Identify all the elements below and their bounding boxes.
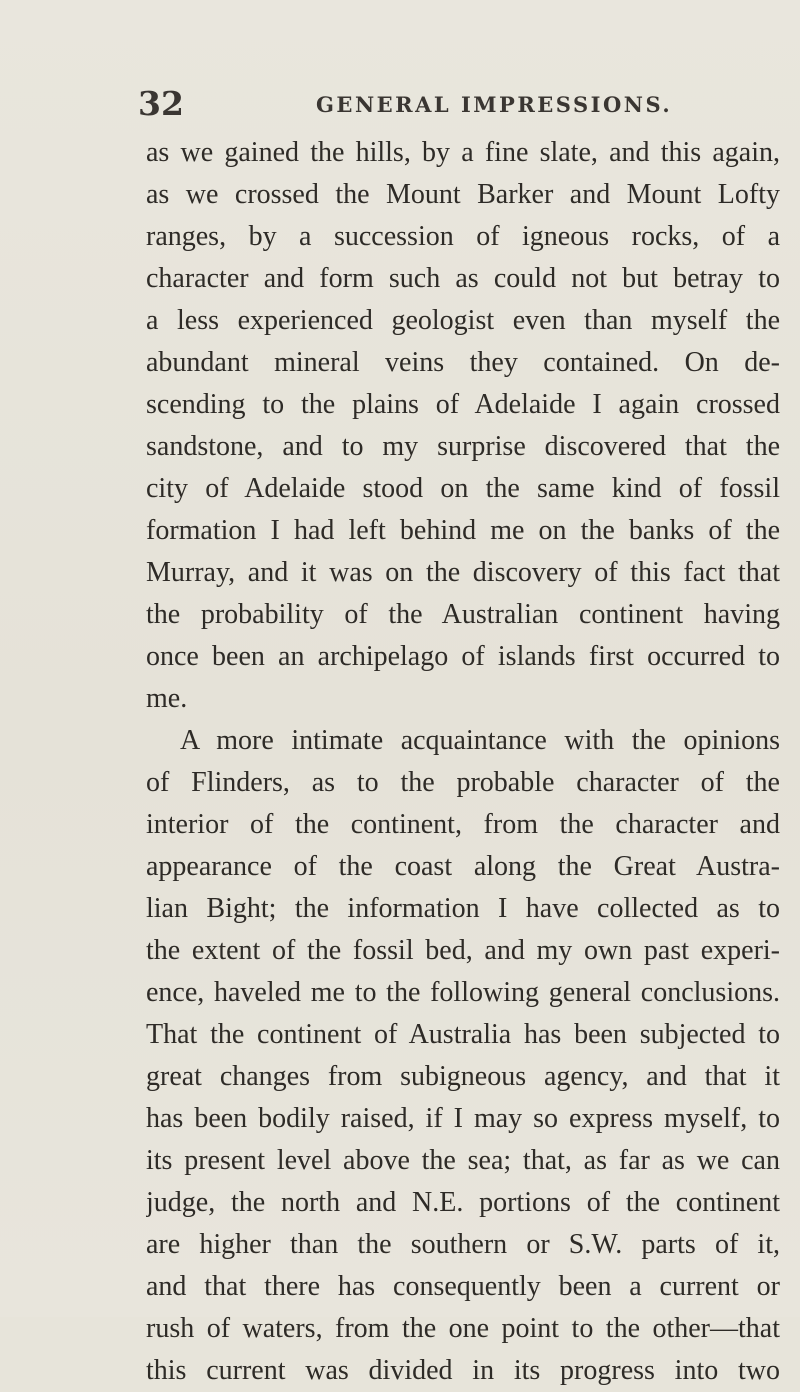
text-line: Murray, and it was on the discovery of this fact that — [146, 557, 780, 588]
text-line: great changes from subigneous agency, and that it — [146, 1061, 780, 1092]
body-text — [146, 132, 780, 1392]
text-line: scending to the plains of Adelaide I again crossed — [146, 389, 780, 420]
running-title: GENERAL IMPRESSIONS. — [316, 92, 673, 117]
text-line: me. — [146, 683, 188, 714]
text-line: That the continent of Australia has been subjected to — [146, 1019, 780, 1050]
text-line: sandstone, and to my surprise discovered that the — [146, 431, 780, 462]
text-line: has been bodily raised, if I may so express myself, to — [146, 1103, 780, 1134]
text-line: as we gained the hills, by a fine slate, and this again, — [146, 137, 780, 168]
text-line: rush of waters, from the one point to the other—that — [146, 1313, 780, 1344]
paragraph-2 — [146, 720, 780, 1392]
running-head — [138, 84, 778, 124]
text-line: the probability of the Australian continent having — [146, 599, 780, 630]
text-line: the extent of the fossil bed, and my own past experi- — [146, 935, 780, 966]
text-line: of Flinders, as to the probable character of the — [146, 767, 780, 798]
text-line: are higher than the southern or S.W. parts of it, — [146, 1229, 780, 1260]
text-line: formation I had left behind me on the banks of the — [146, 515, 780, 546]
text-line: once been an archipelago of islands first occurred to — [146, 641, 780, 672]
text-line: and that there has consequently been a current or — [146, 1271, 780, 1302]
text-line: abundant mineral veins they contained. On de- — [146, 347, 780, 378]
text-line: lian Bight; the information I have collected as to — [146, 893, 780, 924]
text-line: ranges, by a succession of igneous rocks, of a — [146, 221, 780, 252]
text-line: ence, haveled me to the following general conclusions. — [146, 977, 780, 1008]
text-line: a less experienced geologist even than myself the — [146, 305, 780, 336]
text-line: appearance of the coast along the Great Austra- — [146, 851, 780, 882]
paragraph-1 — [146, 132, 780, 720]
text-line: A more intimate acquaintance with the opinions — [180, 725, 780, 756]
text-line: as we crossed the Mount Barker and Mount Lofty — [146, 179, 780, 210]
text-line: this current was divided in its progress into two — [146, 1355, 780, 1386]
text-line: judge, the north and N.E. portions of the continent — [146, 1187, 780, 1218]
text-line: its present level above the sea; that, as far as we can — [146, 1145, 780, 1176]
text-line: interior of the continent, from the character and — [146, 809, 780, 840]
text-line: character and form such as could not but betray to — [146, 263, 780, 294]
page-number: 32 — [138, 84, 184, 123]
text-line: city of Adelaide stood on the same kind of fossil — [146, 473, 780, 504]
